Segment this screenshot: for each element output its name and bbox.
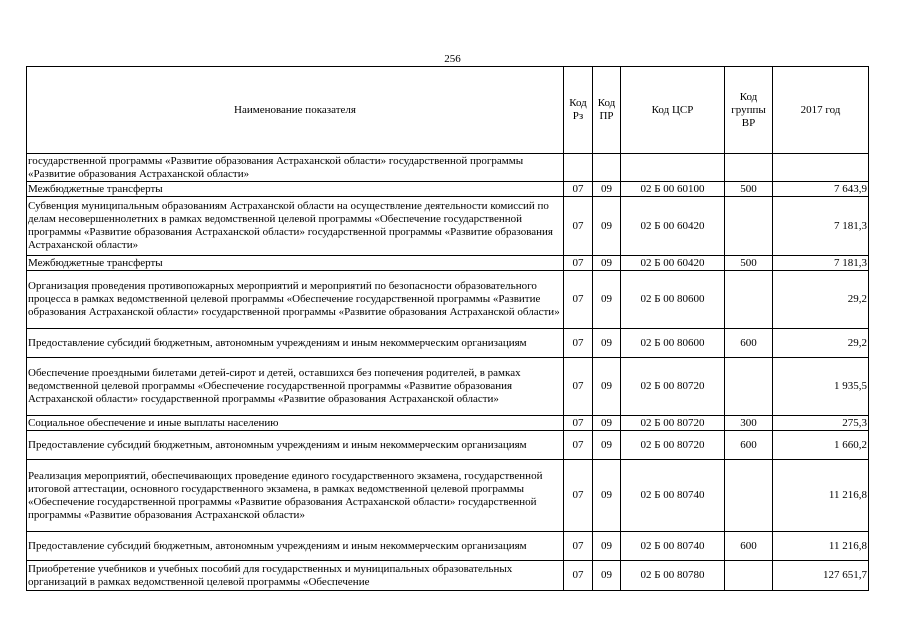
table-row (27, 271, 869, 329)
cell-pr: 09 (593, 561, 621, 591)
cell-amount: 1 660,2 (773, 431, 869, 460)
table-header (27, 67, 869, 154)
table-row (27, 532, 869, 561)
cell-pr: 09 (593, 416, 621, 431)
header-rz: Код Рз (564, 67, 593, 154)
cell-amount: 1 935,5 (773, 358, 869, 416)
table-body (27, 154, 869, 591)
cell-vr (725, 271, 773, 329)
cell-csr: 02 Б 00 80720 (621, 431, 725, 460)
cell-vr (725, 154, 773, 182)
cell-name: Межбюджетные трансферты (27, 256, 564, 271)
header-year: 2017 год (773, 67, 869, 154)
table-row (27, 431, 869, 460)
cell-csr: 02 Б 00 60100 (621, 182, 725, 197)
cell-rz: 07 (564, 561, 593, 591)
cell-rz: 07 (564, 197, 593, 256)
cell-vr (725, 358, 773, 416)
cell-csr: 02 Б 00 80720 (621, 416, 725, 431)
cell-pr: 09 (593, 197, 621, 256)
cell-csr: 02 Б 00 80600 (621, 271, 725, 329)
cell-amount: 7 643,9 (773, 182, 869, 197)
cell-amount: 275,3 (773, 416, 869, 431)
table-row (27, 460, 869, 532)
cell-pr: 09 (593, 256, 621, 271)
cell-rz: 07 (564, 460, 593, 532)
cell-name: Предоставление субсидий бюджетным, автономным учреждениям и иным некоммерческим организациям (27, 431, 564, 460)
table-row (27, 561, 869, 591)
cell-amount: 7 181,3 (773, 197, 869, 256)
header-csr: Код ЦСР (621, 67, 725, 154)
cell-rz: 07 (564, 329, 593, 358)
cell-csr: 02 Б 00 80600 (621, 329, 725, 358)
cell-name: Организация проведения противопожарных мероприятий и мероприятий по безопасности образовательного процесса в рамках ведомственной целевой программы «Обеспечение государственной программы «Развитие образования Астраханской области» государственной программы «Развитие образования Астраханской области» (27, 271, 564, 329)
cell-amount: 7 181,3 (773, 256, 869, 271)
cell-pr: 09 (593, 182, 621, 197)
cell-amount: 11 216,8 (773, 532, 869, 561)
cell-name: Межбюджетные трансферты (27, 182, 564, 197)
table-row (27, 154, 869, 182)
cell-amount: 29,2 (773, 271, 869, 329)
cell-vr: 500 (725, 182, 773, 197)
cell-pr: 09 (593, 329, 621, 358)
cell-csr: 02 Б 00 80740 (621, 460, 725, 532)
table-row (27, 358, 869, 416)
cell-csr: 02 Б 00 80740 (621, 532, 725, 561)
cell-pr: 09 (593, 431, 621, 460)
cell-amount (773, 154, 869, 182)
cell-vr: 500 (725, 256, 773, 271)
cell-name: Предоставление субсидий бюджетным, автономным учреждениям и иным некоммерческим организациям (27, 329, 564, 358)
cell-rz: 07 (564, 182, 593, 197)
cell-rz: 07 (564, 431, 593, 460)
cell-pr: 09 (593, 271, 621, 329)
cell-pr (593, 154, 621, 182)
cell-csr (621, 154, 725, 182)
table-row (27, 256, 869, 271)
header-name: Наименование показателя (27, 67, 564, 154)
cell-name: Предоставление субсидий бюджетным, автономным учреждениям и иным некоммерческим организациям (27, 532, 564, 561)
cell-pr: 09 (593, 460, 621, 532)
cell-name: Социальное обеспечение и иные выплаты населению (27, 416, 564, 431)
table-row (27, 329, 869, 358)
cell-pr: 09 (593, 358, 621, 416)
cell-vr: 300 (725, 416, 773, 431)
cell-csr: 02 Б 00 80780 (621, 561, 725, 591)
cell-vr: 600 (725, 431, 773, 460)
cell-vr: 600 (725, 532, 773, 561)
cell-rz: 07 (564, 358, 593, 416)
cell-pr: 09 (593, 532, 621, 561)
cell-name: Приобретение учебников и учебных пособий для государственных и муниципальных образовательных организаций в рамках ведомственной целевой программы «Обеспечение (27, 561, 564, 591)
table-row (27, 416, 869, 431)
page-number: 256 (444, 53, 461, 65)
cell-amount: 11 216,8 (773, 460, 869, 532)
table-row (27, 197, 869, 256)
header-pr: Код ПР (593, 67, 621, 154)
cell-vr: 600 (725, 329, 773, 358)
cell-rz: 07 (564, 416, 593, 431)
header-vr: Код группы ВР (725, 67, 773, 154)
cell-vr (725, 460, 773, 532)
cell-amount: 127 651,7 (773, 561, 869, 591)
cell-csr: 02 Б 00 60420 (621, 256, 725, 271)
cell-name: Обеспечение проездными билетами детей-сирот и детей, оставшихся без попечения родителей, в рамках ведомственной целевой программы «Обеспечение государственной программы «Развитие образования Астраханской области» государственной программы «Развитие образования Астраханской области» (27, 358, 564, 416)
cell-csr: 02 Б 00 60420 (621, 197, 725, 256)
cell-vr (725, 561, 773, 591)
cell-amount: 29,2 (773, 329, 869, 358)
budget-table (26, 66, 869, 591)
cell-name: Субвенция муниципальным образованиям Астраханской области на осуществление деятельности комиссий по делам несовершеннолетних в рамках ведомственной целевой программы «Обеспечение государственной программы «Развитие образования Астраханской области» государственной программы «Развитие образования Астраханской области» (27, 197, 564, 256)
cell-rz: 07 (564, 532, 593, 561)
cell-rz (564, 154, 593, 182)
table-row (27, 182, 869, 197)
cell-rz: 07 (564, 271, 593, 329)
cell-name: государственной программы «Развитие образования Астраханской области» государственной программы «Развитие образования Астраханской области» (27, 154, 564, 182)
cell-csr: 02 Б 00 80720 (621, 358, 725, 416)
cell-name: Реализация мероприятий, обеспечивающих проведение единого государственного экзамена, государственной итоговой аттестации, основного государственного экзамена, в рамках ведомственной целевой программы «Обеспечение государственной программы «Развитие образования Астраханской области» государственной программы «Развитие образования Астраханской области» (27, 460, 564, 532)
cell-rz: 07 (564, 256, 593, 271)
cell-vr (725, 197, 773, 256)
